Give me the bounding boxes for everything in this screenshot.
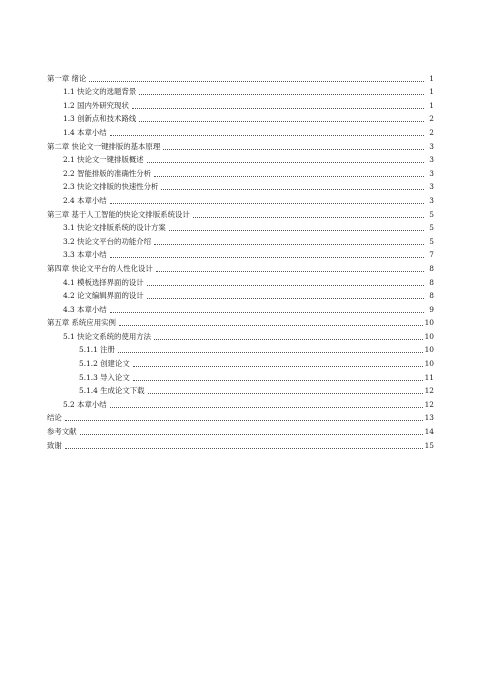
toc-entry-page-number: 11 bbox=[424, 372, 434, 382]
toc-entry-title: 3.3 本章小结 bbox=[63, 250, 107, 260]
toc-entry[interactable] bbox=[47, 369, 434, 383]
toc-entry-page-number: 1 bbox=[429, 100, 434, 110]
toc-entry[interactable] bbox=[47, 355, 434, 369]
toc-entry-page-number: 8 bbox=[429, 291, 434, 301]
toc-entry-title: 结论 bbox=[47, 413, 62, 423]
toc-entry-title: 5.1.2 创建论文 bbox=[79, 359, 130, 369]
toc-dot-leader bbox=[65, 448, 423, 449]
toc-entry-title: 2.1 快论文一键排版概述 bbox=[63, 155, 144, 165]
toc-entry-page-number: 5 bbox=[429, 209, 434, 219]
toc-entry-title: 3.1 快论文排版系统的设计方案 bbox=[63, 223, 166, 233]
toc-dot-leader bbox=[132, 108, 424, 109]
toc-entry[interactable] bbox=[47, 124, 434, 138]
toc-dot-leader bbox=[156, 271, 424, 272]
toc-dot-leader bbox=[110, 312, 424, 313]
toc-entry-title: 2.2 智能排版的准确性分析 bbox=[63, 168, 152, 178]
toc-entry-title: 第五章 系统应用实例 bbox=[47, 318, 116, 328]
toc-entry-title: 4.1 模板选择界面的设计 bbox=[63, 277, 144, 287]
toc-entry-page-number: 3 bbox=[429, 182, 434, 192]
toc-dot-leader bbox=[110, 407, 423, 408]
toc-dot-leader bbox=[110, 135, 424, 136]
toc-dot-leader bbox=[147, 285, 424, 286]
toc-entry[interactable] bbox=[47, 260, 434, 274]
toc-dot-leader bbox=[154, 244, 424, 245]
toc-dot-leader bbox=[110, 203, 424, 204]
toc-entry[interactable] bbox=[47, 437, 434, 451]
toc-dot-leader bbox=[110, 257, 424, 258]
table-of-contents bbox=[47, 70, 434, 451]
toc-entry-page-number: 2 bbox=[429, 114, 434, 124]
toc-entry-page-number: 8 bbox=[429, 277, 434, 287]
toc-dot-leader bbox=[139, 121, 424, 122]
toc-entry-title: 5.1 快论文系统的使用方法 bbox=[63, 331, 152, 341]
toc-entry-title: 2.4 本章小结 bbox=[63, 195, 107, 205]
toc-entry-title: 致谢 bbox=[47, 440, 62, 450]
toc-dot-leader bbox=[89, 81, 424, 82]
toc-entry-page-number: 15 bbox=[424, 440, 434, 450]
toc-entry[interactable] bbox=[47, 301, 434, 315]
toc-entry-page-number: 14 bbox=[424, 427, 434, 437]
toc-entry-page-number: 3 bbox=[429, 155, 434, 165]
toc-entry-page-number: 5 bbox=[429, 223, 434, 233]
toc-entry-page-number: 3 bbox=[429, 168, 434, 178]
toc-entry-page-number: 10 bbox=[424, 331, 434, 341]
toc-entry-page-number: 1 bbox=[429, 73, 434, 83]
toc-entry-title: 第二章 快论文一键排版的基本原理 bbox=[47, 141, 161, 151]
toc-entry-page-number: 9 bbox=[429, 304, 434, 314]
toc-entry-page-number: 2 bbox=[429, 127, 434, 137]
toc-entry[interactable] bbox=[47, 165, 434, 179]
toc-entry-page-number: 8 bbox=[429, 263, 434, 273]
toc-dot-leader bbox=[147, 298, 424, 299]
toc-dot-leader bbox=[193, 217, 424, 218]
toc-entry-title: 4.2 论文编辑界面的设计 bbox=[63, 291, 144, 301]
toc-entry[interactable] bbox=[47, 206, 434, 220]
toc-entry-title: 5.1.4 生成论文下载 bbox=[79, 386, 145, 396]
toc-dot-leader bbox=[148, 393, 423, 394]
toc-entry-page-number: 13 bbox=[424, 413, 434, 423]
toc-entry[interactable] bbox=[47, 410, 434, 424]
toc-entry[interactable] bbox=[47, 192, 434, 206]
toc-dot-leader bbox=[161, 189, 424, 190]
toc-entry[interactable] bbox=[47, 70, 434, 84]
toc-dot-leader bbox=[147, 162, 424, 163]
toc-entry-page-number: 10 bbox=[424, 345, 434, 355]
toc-dot-leader bbox=[133, 366, 423, 367]
toc-entry[interactable] bbox=[47, 383, 434, 397]
toc-entry[interactable] bbox=[47, 423, 434, 437]
toc-dot-leader bbox=[154, 176, 424, 177]
toc-entry[interactable] bbox=[47, 84, 434, 98]
toc-entry-title: 3.2 快论文平台的功能介绍 bbox=[63, 236, 152, 246]
toc-entry-title: 5.1.1 注册 bbox=[79, 345, 115, 355]
toc-entry[interactable] bbox=[47, 396, 434, 410]
toc-entry[interactable] bbox=[47, 97, 434, 111]
toc-entry-title: 1.3 创新点和技术路线 bbox=[63, 114, 137, 124]
toc-entry-page-number: 1 bbox=[429, 87, 434, 97]
toc-entry[interactable] bbox=[47, 315, 434, 329]
toc-entry-page-number: 10 bbox=[424, 359, 434, 369]
toc-entry[interactable] bbox=[47, 179, 434, 193]
toc-entry-page-number: 5 bbox=[429, 236, 434, 246]
toc-entry[interactable] bbox=[47, 152, 434, 166]
toc-entry[interactable] bbox=[47, 233, 434, 247]
toc-dot-leader bbox=[80, 434, 423, 435]
toc-entry-page-number: 3 bbox=[429, 141, 434, 151]
toc-entry-page-number: 12 bbox=[424, 386, 434, 396]
toc-entry[interactable] bbox=[47, 111, 434, 125]
toc-entry-page-number: 12 bbox=[424, 399, 434, 409]
toc-dot-leader bbox=[65, 420, 423, 421]
toc-entry-title: 5.2 本章小结 bbox=[63, 399, 107, 409]
toc-dot-leader bbox=[119, 325, 423, 326]
toc-dot-leader bbox=[118, 352, 423, 353]
toc-entry-page-number: 3 bbox=[429, 195, 434, 205]
toc-dot-leader bbox=[139, 94, 424, 95]
toc-dot-leader bbox=[169, 230, 424, 231]
toc-entry-title: 1.2 国内外研究现状 bbox=[63, 100, 129, 110]
toc-entry-title: 1.1 快论文的选题背景 bbox=[63, 87, 137, 97]
toc-entry[interactable] bbox=[47, 138, 434, 152]
toc-entry-page-number: 7 bbox=[429, 250, 434, 260]
toc-entry[interactable] bbox=[47, 288, 434, 302]
toc-entry-title: 第四章 快论文平台的人性化设计 bbox=[47, 263, 153, 273]
toc-entry[interactable] bbox=[47, 220, 434, 234]
toc-entry[interactable] bbox=[47, 274, 434, 288]
toc-entry-title: 第一章 绪论 bbox=[47, 73, 87, 83]
toc-dot-leader bbox=[133, 380, 423, 381]
toc-entry-page-number: 10 bbox=[424, 318, 434, 328]
toc-dot-leader bbox=[154, 339, 423, 340]
toc-entry-title: 2.3 快论文排版的快速性分析 bbox=[63, 182, 159, 192]
toc-entry-title: 1.4 本章小结 bbox=[63, 127, 107, 137]
toc-entry-title: 参考文献 bbox=[47, 427, 77, 437]
toc-entry[interactable] bbox=[47, 247, 434, 261]
toc-dot-leader bbox=[163, 149, 424, 150]
toc-entry-title: 第三章 基于人工智能的快论文排版系统设计 bbox=[47, 209, 190, 219]
toc-entry[interactable] bbox=[47, 328, 434, 342]
toc-entry[interactable] bbox=[47, 342, 434, 356]
toc-entry-title: 5.1.3 导入论文 bbox=[79, 372, 130, 382]
toc-entry-title: 4.3 本章小结 bbox=[63, 304, 107, 314]
